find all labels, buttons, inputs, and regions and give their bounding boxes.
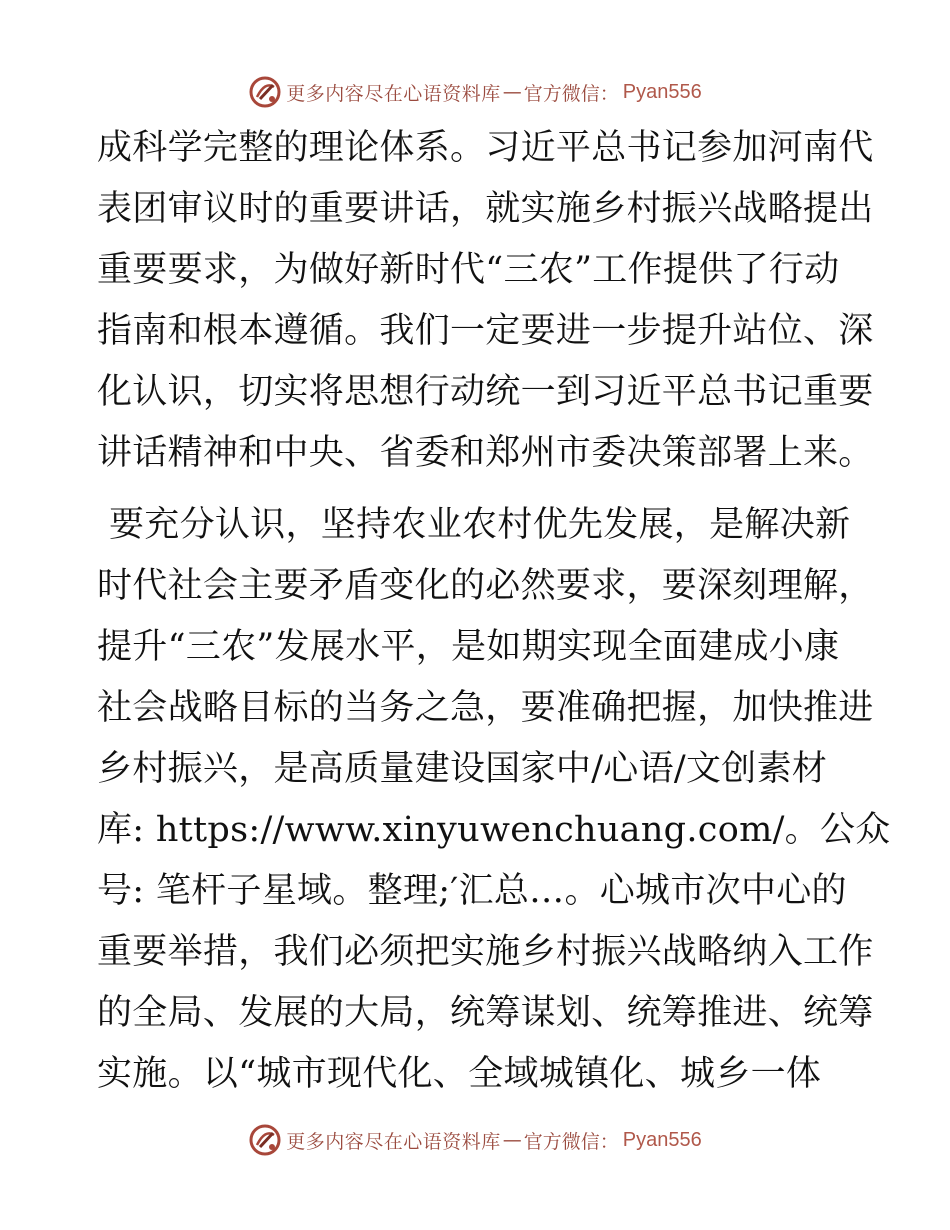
banner-separator: — [502, 81, 522, 103]
wechat-label: 官方微信： [523, 1130, 619, 1153]
text-line: 库: https://www.xinyuwenchuang.com/。公众 [97, 810, 891, 850]
text-line: 实施。以“城市现代化、全域城镇化、城乡一体 [97, 1054, 822, 1094]
banner-title: 更多内容尽在心语资料库 [286, 1130, 501, 1153]
text-line: 重要举措，我们必须把实施乡村振兴战略纳入工作 [97, 932, 874, 972]
text-line: 要充分认识，坚持农业农村优先发展，是解决新 [109, 505, 851, 545]
text-line: 提升“三农”发展水平，是如期实现全面建成小康 [97, 627, 840, 667]
text-line: 号: 笔杆子星域。整理;′汇总…。心城市次中心的 [97, 871, 847, 911]
wechat-id: Pyan556 [622, 80, 702, 103]
banner-separator: — [502, 1129, 522, 1151]
brand-logo-icon [248, 1123, 282, 1157]
text-line: 社会战略目标的当务之急，要准确把握，加快推进 [97, 688, 874, 728]
text-line: 重要要求，为做好新时代“三农”工作提供了行动 [97, 250, 840, 290]
header-banner [0, 72, 950, 112]
document-body [97, 118, 891, 1105]
text-line: 讲话精神和中央、省委和郑州市委决策部署上来。 [97, 433, 874, 473]
text-line: 化认识，切实将思想行动统一到习近平总书记重要 [97, 372, 874, 412]
text-line: 成科学完整的理论体系。习近平总书记参加河南代 [97, 128, 874, 168]
text-line: 乡村振兴，是高质量建设国家中/心语/文创素材 [97, 749, 828, 789]
banner-title: 更多内容尽在心语资料库 [286, 82, 501, 105]
paragraph-1 [97, 118, 874, 484]
brand-logo-icon [248, 75, 282, 109]
footer-banner [0, 1120, 950, 1160]
text-line: 时代社会主要矛盾变化的必然要求，要深刻理解， [97, 566, 874, 606]
text-line: 表团审议时的重要讲话，就实施乡村振兴战略提出 [97, 189, 874, 229]
wechat-id: Pyan556 [622, 1128, 702, 1151]
text-line: 的全局、发展的大局，统筹谋划、统筹推进、统筹 [97, 993, 874, 1033]
text-line: 指南和根本遵循。我们一定要进一步提升站位、深 [97, 311, 874, 351]
wechat-label: 官方微信： [523, 82, 619, 105]
paragraph-2 [97, 495, 891, 1105]
